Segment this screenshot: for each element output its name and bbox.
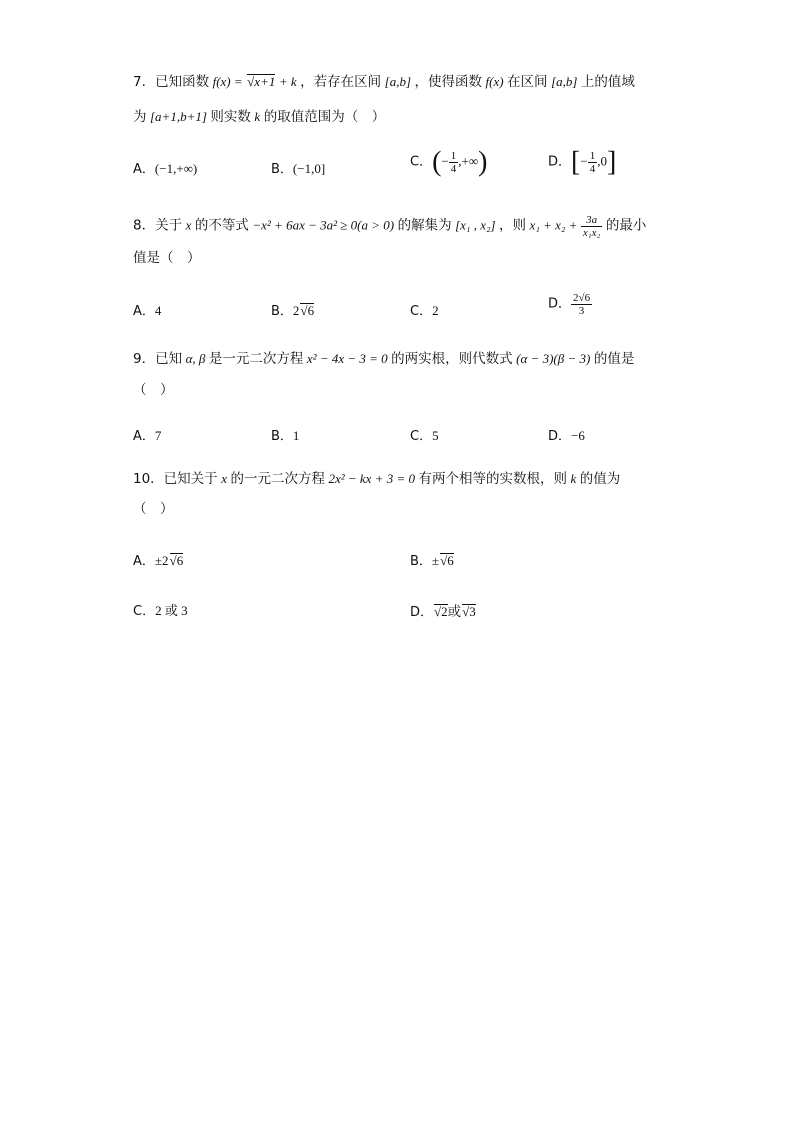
q10-line-1: 10．已知关于 x 的一元二次方程 2x² − kx + 3 = 0 有两个相等的实数根，则 k 的值为 [133, 471, 621, 487]
q7-option-a[interactable]: A．(−1,+∞) [133, 161, 198, 177]
q7-interval-ab-2: [a,b] [551, 74, 578, 89]
q7-interval-range: [a+1,b+1] [150, 109, 207, 124]
q9-option-a[interactable]: A．7 [133, 428, 162, 444]
q7-option-c[interactable]: C．(− $\frac{1}{4}$ ,+∞) [410, 146, 488, 178]
q7-function-lhs: f(x) = [212, 74, 243, 89]
q7-plus-k: + k [278, 74, 297, 89]
q7-text-d: 在区间 [507, 74, 548, 90]
q7-fx: f(x) [485, 74, 504, 89]
q8-b-sqrt: √6 [300, 303, 315, 318]
q10-option-a[interactable]: A．±2√6 [133, 553, 184, 569]
q9-option-b[interactable]: B．1 [271, 428, 300, 444]
q9-option-c[interactable]: C．5 [410, 428, 439, 444]
q8-option-b[interactable]: B．2√6 [271, 303, 315, 319]
q8-option-c[interactable]: C．2 [410, 303, 439, 319]
q7-line-1 [133, 72, 635, 93]
q7-interval-ab: [a,b] [384, 74, 412, 89]
q9-line-1: 9．已知 α, β 是一元二次方程 x² − 4x − 3 = 0 的两实根，则代数式 (α − 3)(β − 3) 的值是 [133, 351, 635, 367]
q9-equation: x² − 4x − 3 = 0 [306, 351, 388, 366]
q10-option-c[interactable]: C．2 或 3 [133, 603, 188, 619]
q10-option-d[interactable]: D．√2或√3 [410, 604, 476, 620]
q7-text-f: 为 [133, 109, 147, 125]
q8-option-a[interactable]: A．4 [133, 303, 162, 319]
q8-solution-set: [x₁ , x₂] [455, 217, 496, 233]
q7-text-h: 的取值范围为（ ） [263, 109, 386, 125]
q7-text-b: ，若存在区间 [300, 74, 382, 90]
q8-line-1: 8．关于 x 的不等式 −x² + 6ax − 3a² ≥ 0(a > 0) 的解集为 [x₁ , x₂] ，则 x₁ + x₂ + $\frac{3a}{\text{x₁x₂}}$ 的最小 [133, 214, 647, 239]
q7-stem: 7．已知函数 [133, 74, 210, 90]
q7-option-d[interactable]: D．[− $\frac{1}{4}$ ,0] [548, 146, 617, 178]
q8-option-d[interactable]: D． $\frac{2√6}{3}$ [548, 292, 591, 317]
q7-text-g: 则实数 [210, 109, 251, 125]
q7-text-e: 上的值域 [580, 74, 635, 90]
q7-sqrt-arg: x+1 [254, 74, 276, 89]
q7-sqrt: √x+1 [247, 74, 276, 89]
q8-inequality: −x² + 6ax − 3a² ≥ 0(a > 0) [252, 217, 395, 233]
q10-a-sqrt: √6 [169, 553, 184, 568]
q8-line-2: 值是（ ） [133, 250, 201, 266]
q7-line-2 [133, 107, 385, 128]
q7-text-c: ，使得函数 [414, 74, 483, 90]
q7-k: k [254, 109, 261, 124]
q10-d-sqrt-1: √2 [434, 604, 448, 619]
q10-equation: 2x² − kx + 3 = 0 [328, 471, 415, 486]
q8-expression-fraction: $\frac{3a}{\text{x₁x₂}}$ [582, 214, 601, 239]
q9-line-2: （ ） [133, 382, 174, 398]
q7-c-fraction: $\frac{1}{4}$ [450, 150, 457, 175]
q9-option-d[interactable]: D．−6 [548, 428, 585, 444]
q9-expression: (α − 3)(β − 3) [516, 351, 591, 366]
q8-d-fraction: $\frac{2√6}{3}$ [573, 292, 591, 317]
q7-d-fraction: $\frac{1}{4}$ [589, 150, 596, 175]
q7-option-b[interactable]: B．(−1,0] [271, 161, 326, 177]
q10-option-b[interactable]: B．±√6 [410, 553, 454, 569]
q10-b-sqrt: √6 [440, 553, 454, 568]
q10-line-2: （ ） [133, 501, 174, 517]
q10-d-sqrt-2: √3 [462, 604, 476, 619]
